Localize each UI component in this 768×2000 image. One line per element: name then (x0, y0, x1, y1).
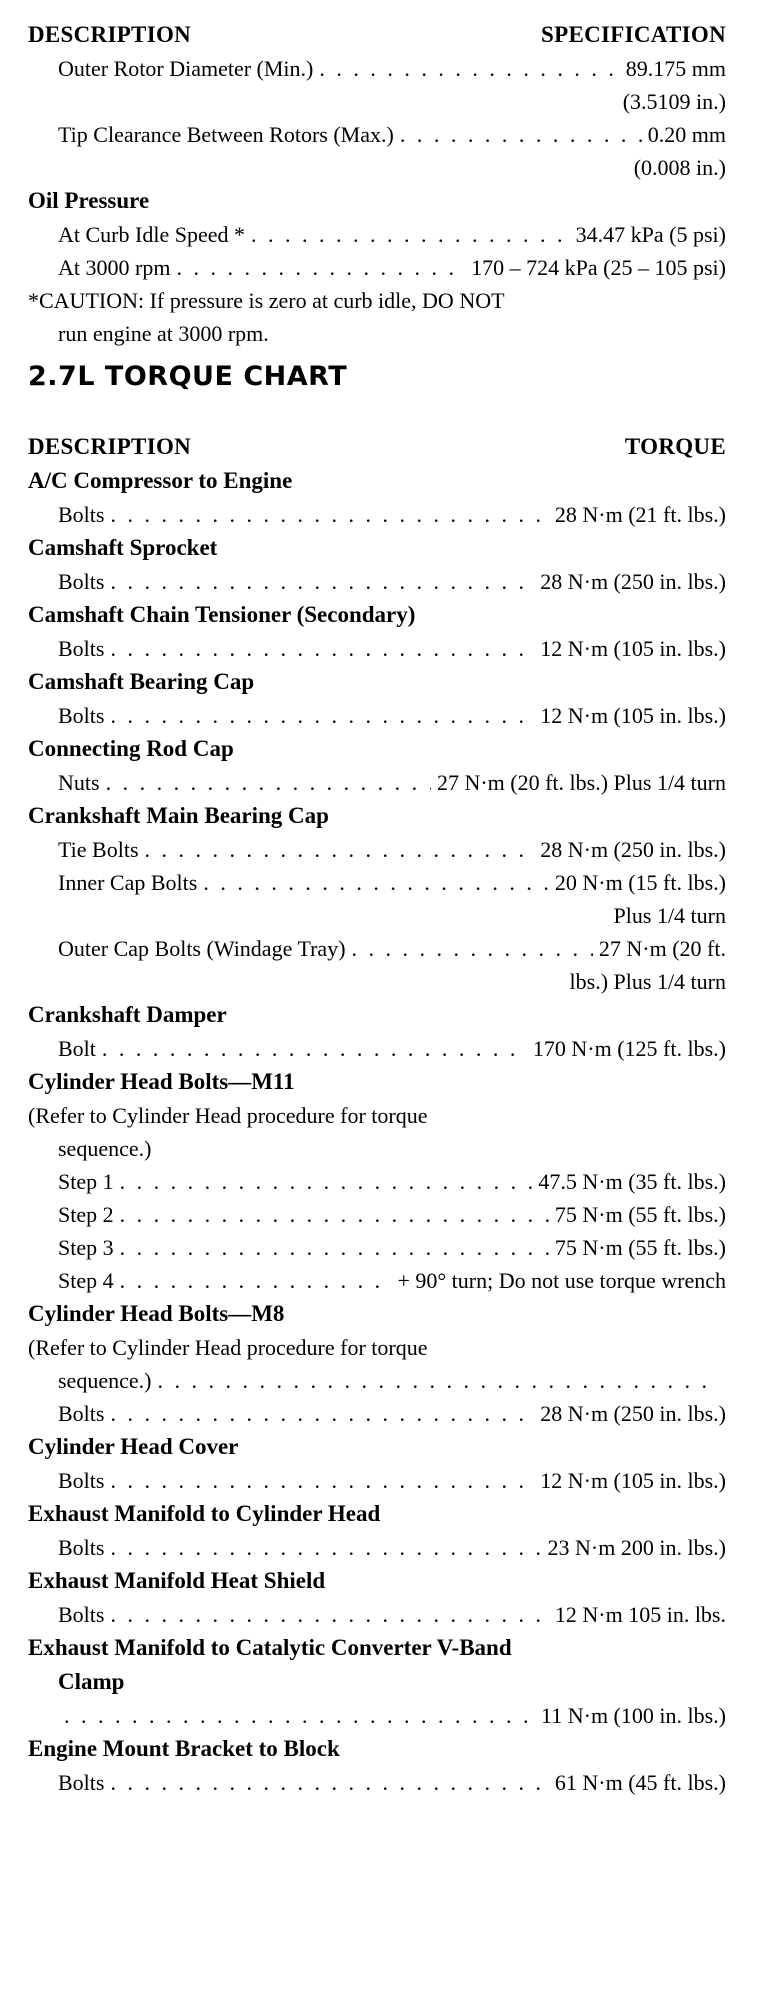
head-m11-step3-row (28, 1231, 726, 1264)
head-m11-step4-label: Step 4 (58, 1268, 114, 1293)
conrod-cap-row (28, 766, 726, 799)
main-bearing-inner-label: Inner Cap Bolts (58, 870, 198, 895)
cam-tensioner-row (28, 632, 726, 665)
vband-title-line-2: Clamp (58, 1669, 125, 1694)
main-bearing-outer-value: 27 N·m (20 ft. (598, 936, 726, 961)
cam-tensioner-value: 12 N·m (105 in. lbs.) (540, 636, 726, 661)
heat-shield-title: Exhaust Manifold Heat Shield (28, 1568, 326, 1593)
main-bearing-tie-row (28, 833, 726, 866)
cam-bearing-row (28, 699, 726, 732)
cam-tensioner-label: Bolts (58, 636, 105, 661)
head-cover-title: Cylinder Head Cover (28, 1434, 239, 1459)
cam-bearing-label: Bolts (58, 703, 105, 728)
main-bearing-tie-label: Tie Bolts (58, 837, 139, 862)
caution-line-2: run engine at 3000 rpm. (58, 321, 269, 346)
head-m11-step3-value: 75 N·m (55 ft. lbs.) (554, 1235, 726, 1260)
heat-shield-row (28, 1598, 726, 1631)
head-m8-row (28, 1397, 726, 1430)
oil-pressure-title: Oil Pressure (28, 188, 150, 213)
rpm3000-value: 170 – 724 kPa (25 – 105 psi) (471, 255, 726, 280)
conrod-cap-title: Connecting Rod Cap (28, 736, 234, 761)
head-m11-note-line-1: (Refer to Cylinder Head procedure for torque (28, 1103, 428, 1128)
heat-shield-label: Bolts (58, 1602, 105, 1627)
rpm3000-label: At 3000 rpm (58, 255, 171, 280)
specification-header: SPECIFICATION (541, 22, 726, 47)
head-m8-note-line-2-row (28, 1364, 726, 1397)
vband-row (28, 1699, 726, 1732)
mount-bracket-row (28, 1766, 726, 1799)
ac-compressor-label: Bolts (58, 502, 105, 527)
main-bearing-outer-row (28, 932, 726, 965)
damper-value: 170 N·m (125 ft. lbs.) (532, 1036, 726, 1061)
head-cover-row (28, 1464, 726, 1497)
tip-clearance-value-inches: (0.008 in.) (633, 155, 726, 180)
cam-sprocket-title: Camshaft Sprocket (28, 535, 218, 560)
head-m8-label: Bolts (58, 1401, 105, 1426)
ac-compressor-value: 28 N·m (21 ft. lbs.) (554, 502, 726, 527)
head-m11-step4-row (28, 1264, 726, 1297)
mount-bracket-title: Engine Mount Bracket to Block (28, 1736, 340, 1761)
damper-label: Bolt (58, 1036, 96, 1061)
head-m11-step2-row (28, 1198, 726, 1231)
cam-sprocket-value: 28 N·m (250 in. lbs.) (540, 569, 726, 594)
main-bearing-inner-row (28, 866, 726, 899)
head-m11-step3-label: Step 3 (58, 1235, 114, 1260)
cam-sprocket-label: Bolts (58, 569, 105, 594)
head-m11-step1-label: Step 1 (58, 1169, 114, 1194)
main-bearing-outer-value-cont: lbs.) Plus 1/4 turn (569, 969, 726, 994)
outer-rotor-value: 89.175 mm (625, 56, 726, 81)
main-bearing-tie-value: 28 N·m (250 in. lbs.) (540, 837, 726, 862)
main-bearing-outer-label: Outer Cap Bolts (Windage Tray) (58, 936, 346, 961)
exh-manifold-value: 23 N·m 200 in. lbs.) (547, 1535, 726, 1560)
head-m8-title: Cylinder Head Bolts—M8 (28, 1301, 285, 1326)
conrod-cap-label: Nuts (58, 770, 100, 795)
caution-line-1: *CAUTION: If pressure is zero at curb idle, DO NOT (28, 288, 505, 313)
heat-shield-value: 12 N·m 105 in. lbs. (554, 1602, 726, 1627)
cam-bearing-title: Camshaft Bearing Cap (28, 669, 255, 694)
exh-manifold-label: Bolts (58, 1535, 105, 1560)
head-m11-note-line-2: sequence.) (58, 1136, 152, 1161)
head-m11-step1-row (28, 1165, 726, 1198)
head-m8-note-line-1: (Refer to Cylinder Head procedure for torque (28, 1335, 428, 1360)
vband-title-line-1: Exhaust Manifold to Catalytic Converter V-Band (28, 1635, 512, 1660)
main-bearing-inner-value-cont: Plus 1/4 turn (613, 903, 726, 928)
main-bearing-inner-value: 20 N·m (15 ft. lbs.) (554, 870, 726, 895)
head-m11-step2-value: 75 N·m (55 ft. lbs.) (554, 1202, 726, 1227)
head-m8-note (28, 1331, 726, 1397)
rpm3000-row (28, 251, 726, 284)
section-title: 2.7L TORQUE CHART (28, 361, 348, 392)
head-m11-step1-value: 47.5 N·m (35 ft. lbs.) (538, 1169, 726, 1194)
exh-manifold-title: Exhaust Manifold to Cylinder Head (28, 1501, 381, 1526)
head-m11-title: Cylinder Head Bolts—M11 (28, 1069, 295, 1094)
head-cover-label: Bolts (58, 1468, 105, 1493)
damper-title: Crankshaft Damper (28, 1002, 227, 1027)
caution-note (28, 284, 726, 350)
cam-tensioner-title: Camshaft Chain Tensioner (Secondary) (28, 602, 416, 627)
outer-rotor-label: Outer Rotor Diameter (Min.) (58, 56, 314, 81)
ac-compressor-row (28, 498, 726, 531)
outer-rotor-row (28, 52, 726, 85)
outer-rotor-value-inches: (3.5109 in.) (622, 89, 726, 114)
torque-table-header (28, 430, 726, 464)
head-cover-value: 12 N·m (105 in. lbs.) (540, 1468, 726, 1493)
conrod-cap-value: 27 N·m (20 ft. lbs.) Plus 1/4 turn (436, 770, 726, 795)
torque-description-header: DESCRIPTION (28, 434, 192, 459)
head-m11-note (28, 1099, 726, 1165)
curb-idle-row (28, 218, 726, 251)
tip-clearance-value: 0.20 mm (647, 122, 726, 147)
head-m8-note-line-2: sequence.) (58, 1368, 152, 1393)
head-m11-step2-label: Step 2 (58, 1202, 114, 1227)
mount-bracket-label: Bolts (58, 1770, 105, 1795)
ac-compressor-title: A/C Compressor to Engine (28, 468, 293, 493)
curb-idle-label: At Curb Idle Speed * (58, 222, 245, 247)
torque-header: TORQUE (624, 434, 726, 459)
main-bearing-title: Crankshaft Main Bearing Cap (28, 803, 329, 828)
tip-clearance-label: Tip Clearance Between Rotors (Max.) (58, 122, 394, 147)
tip-clearance-row (28, 118, 726, 151)
head-m8-value: 28 N·m (250 in. lbs.) (540, 1401, 726, 1426)
head-m11-step4-value: + 90° turn; Do not use torque wrench (397, 1268, 726, 1293)
damper-row (28, 1032, 726, 1065)
spec-table-header (28, 18, 726, 52)
cam-sprocket-row (28, 565, 726, 598)
curb-idle-value: 34.47 kPa (5 psi) (575, 222, 726, 247)
vband-value: 11 N·m (100 in. lbs.) (541, 1703, 726, 1728)
exh-manifold-row (28, 1531, 726, 1564)
mount-bracket-value: 61 N·m (45 ft. lbs.) (554, 1770, 726, 1795)
cam-bearing-value: 12 N·m (105 in. lbs.) (540, 703, 726, 728)
document-column (28, 18, 726, 1799)
spec-description-header: DESCRIPTION (28, 22, 192, 47)
